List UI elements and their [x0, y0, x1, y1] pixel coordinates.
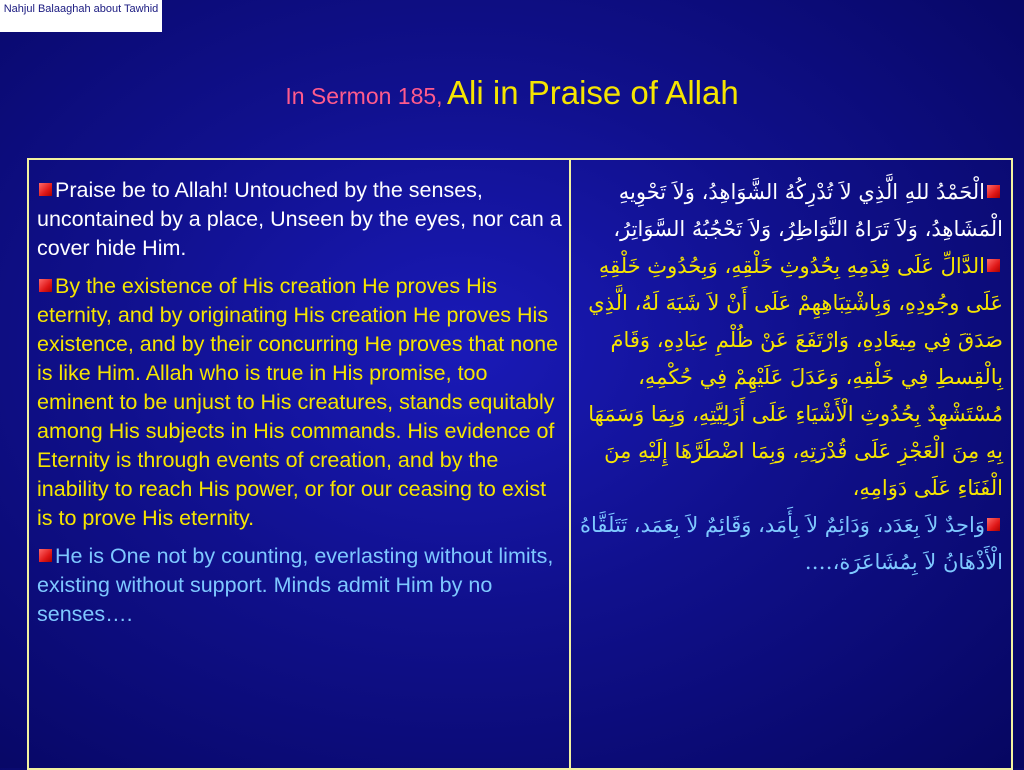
arabic-text-3: وَاحِدٌ لاَ بِعَدَد، وَدَائِمٌ لاَ بِأَمَد، وَقَائِمٌ لاَ بِعَمَد، تَتَلَقَّاهُ الْأَذْهَانُ لاَ بِمُشَاعَرَة،….: [579, 513, 1003, 574]
corner-label-text: Nahjul Balaaghah about Tawhid: [3, 3, 159, 15]
arabic-paragraph-3: [579, 507, 1003, 581]
english-paragraph-3: [37, 542, 563, 629]
bullet-square-icon: [39, 549, 52, 562]
arabic-text-1: الْحَمْدُ للهِ الَّذِي لاَ تُدْرِكُهُ الشَّوَاهِدُ، وَلاَ تَحْوِيهِ الْمَشَاهِدُ، وَلاَ تَرَاهُ النَّوَاظِرُ، وَلاَ تَحْجُبُهُ السَّوَاتِرُ،: [613, 180, 1003, 241]
bullet-square-icon: [987, 518, 1000, 531]
arabic-text-2: الدَّالِّ عَلَى قِدَمِهِ بِحُدُوثِ خَلْقِهِ، وَبِحُدُوثِ خَلْقِهِ عَلَى وجُودِهِ، وَبِاشْتِبَاهِهِمْ عَلَى أَنْ لاَ شَبَهَ لَهُ، الَّذِي صَدَقَ فِي مِيعَادِهِ، وَارْتَفَعَ عَنْ ظُلْمِ عِبَادِهِ، وَقَامَ بِالْقِسطِ فِي خَلْقِهِ، وَعَدَلَ عَلَيْهِمْ فِي حُكْمِهِ، مُسْتَشْهِدٌ بِحُدُوثِ الْأَشْيَاءِ عَلَى أَزَلِيَّتِهِ، وَبِمَا وَسَمَهَا بِهِ مِنَ الْعَجْزِ عَلَى قُدْرَتِهِ، وَبِمَا اضْطَرَّهَا إِلَيْهِ مِنَ الْفَنَاءِ عَلَى دَوَامِهِ،: [588, 254, 1003, 500]
english-text-3: He is One not by counting, everlasting without limits, existing without support. Minds admit Him by no senses….: [37, 544, 554, 626]
bullet-square-icon: [39, 183, 52, 196]
arabic-paragraph-1: [579, 174, 1003, 248]
english-text-2: By the existence of His creation He proves His eternity, and by originating His creation He proves His existence, and by their concurring He proves that none is like Him. Allah who is true in His promise, too eminent to be unjust to His creatures, stands equitably among His subjects in His commands. His evidence of Eternity is through events of creation, and by the inability to reach His power, or for our ceasing to exist is to prove His eternity.: [37, 274, 559, 530]
english-paragraph-2: [37, 272, 563, 533]
content-table: [27, 158, 1013, 770]
english-text-1: Praise be to Allah! Untouched by the senses, uncontained by a place, Unseen by the eyes, nor can a cover hide Him.: [37, 178, 562, 260]
corner-label: [0, 0, 162, 32]
english-column: [29, 160, 571, 768]
title-prefix: In Sermon 185,: [285, 83, 443, 109]
bullet-square-icon: [987, 185, 1000, 198]
bullet-square-icon: [987, 259, 1000, 272]
english-paragraph-1: [37, 176, 563, 263]
arabic-column: [571, 160, 1011, 768]
bullet-square-icon: [39, 279, 52, 292]
page-title: [0, 74, 1024, 112]
title-main: Ali in Praise of Allah: [447, 74, 739, 111]
arabic-paragraph-2: [579, 248, 1003, 507]
